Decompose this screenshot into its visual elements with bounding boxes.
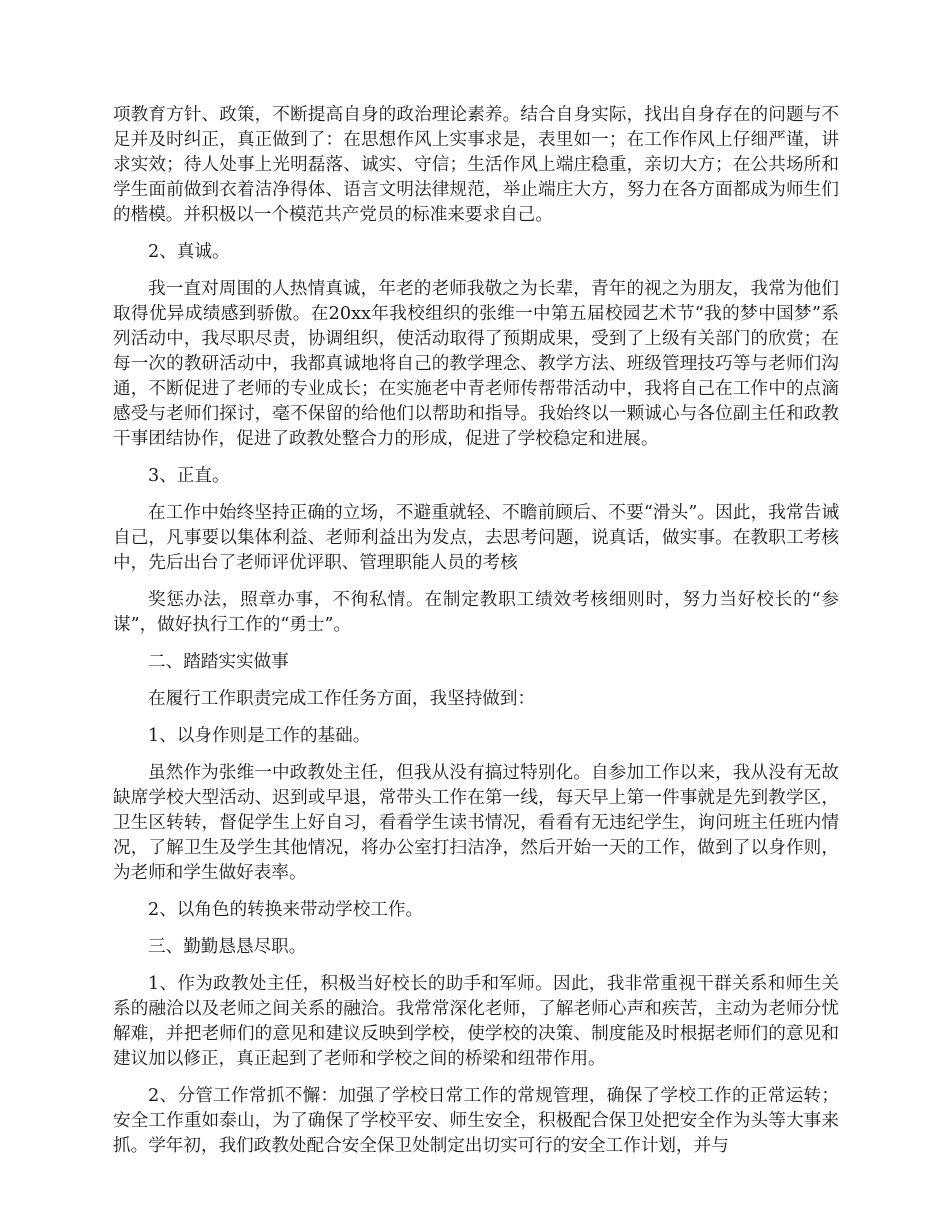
paragraph-management: 2、分管工作常抓不懈：加强了学校日常工作的常规管理，确保了学校工作的正常运转；安全工作重如泰山，为了确保了学校平安、师生安全，积极配合保卫处把安全作为头等大事来抓。学年初，我们政教处配合安全保卫处制定出切实可行的安全工作计划，并与 — [113, 1086, 839, 1156]
heading-sincerity: 2、真诚。 — [148, 242, 230, 262]
heading-lead-by-example: 1、以身作则是工作的基础。 — [148, 726, 371, 746]
paragraph-rewards: 奖惩办法，照章办事，不徇私情。在制定教职工绩效考核细则时，努力当好校长的“参谋”，做好执行工作的“勇士”。 — [113, 590, 839, 635]
paragraph-sincerity: 我一直对周围的人热情真诚，年老的老师我敬之为长辈，青年的视之为朋友，我常为他们取得优异成绩感到骄傲。在20xx年我校组织的张维一中第五届校园艺术节“我的梦中国梦”系列活动中，我尽职尽责，协调组织，使活动取得了预期成果，受到了上级有关部门的欣赏；在每一次的教研活动中，我都真诚地将自己的教学理念、教学方法、班级管理技巧等与老师们沟通，不断促进了老师的专业成长；在实施老中青老师传帮带活动中，我将自己在工作中的点滴感受与老师们探讨，毫不保留的给他们以帮助和指导。我始终以一颗诚心与各位副主任和政教干事团结协作，促进了政教处整合力的形成，促进了学校稳定和进展。 — [113, 279, 839, 449]
section-heading-diligence: 三、勤勤恳恳尽职。 — [148, 937, 307, 957]
paragraph-integrity: 在工作中始终坚持正确的立场，不避重就轻、不瞻前顾后、不要“滑头”。因此，我常告诫自己，凡事要以集体利益、老师利益出为发点，去思考问题，说真话，做实事。在教职工考核中，先后出台了老师评优评职、管理职能人员的考核 — [113, 503, 839, 573]
paragraph-assistant-role: 1、作为政教处主任，积极当好校长的助手和军师。因此，我非常重视干群关系和师生关系的融洽以及老师之间关系的融洽。我常常深化老师，了解老师心声和疾苦，主动为老师分忧解难，并把老师们的意见和建议反映到学校，使学校的决策、制度能及时根据老师们的意见和建议加以修正，真正起到了老师和学校之间的桥梁和纽带作用。 — [113, 974, 839, 1069]
heading-integrity: 3、正直。 — [148, 466, 230, 486]
section-heading-practical-work: 二、踏踏实实做事 — [148, 652, 289, 672]
paragraph-duties-intro: 在履行工作职责完成工作任务方面，我坚持做到： — [148, 689, 536, 709]
document-page — [113, 103, 839, 1171]
paragraph-conduct: 项教育方针、政策，不断提高自身的政治理论素养。结合自身实际，找出自身存在的问题与不足并及时纠正，真正做到了：在思想作风上实事求是，表里如一；在工作作风上仔细严谨，讲求实效；待人处事上光明磊落、诚实、守信；生活作风上端庄稳重，亲切大方；在公共场所和学生面前做到衣着洁净得体、语言文明法律规范，举止端庄大方，努力在各方面都成为师生们的楷模。并积极以一个模范共产党员的标准来要求自己。 — [113, 105, 839, 225]
paragraph-lead-by-example: 虽然作为张维一中政教处主任，但我从没有搞过特别化。自参加工作以来，我从没有无故缺席学校大型活动、迟到或早退，常带头工作在第一线，每天早上第一件事就是先到教学区，卫生区转转，督促学生上好自习，看看学生读书情况，看看有无违纪学生，询问班主任班内情况，了解卫生及学生其他情况，将办公室打扫洁净，然后开始一天的工作，做到了以身作则，为老师和学生做好表率。 — [113, 763, 839, 883]
heading-role-change: 2、以角色的转换来带动学校工作。 — [148, 900, 424, 920]
